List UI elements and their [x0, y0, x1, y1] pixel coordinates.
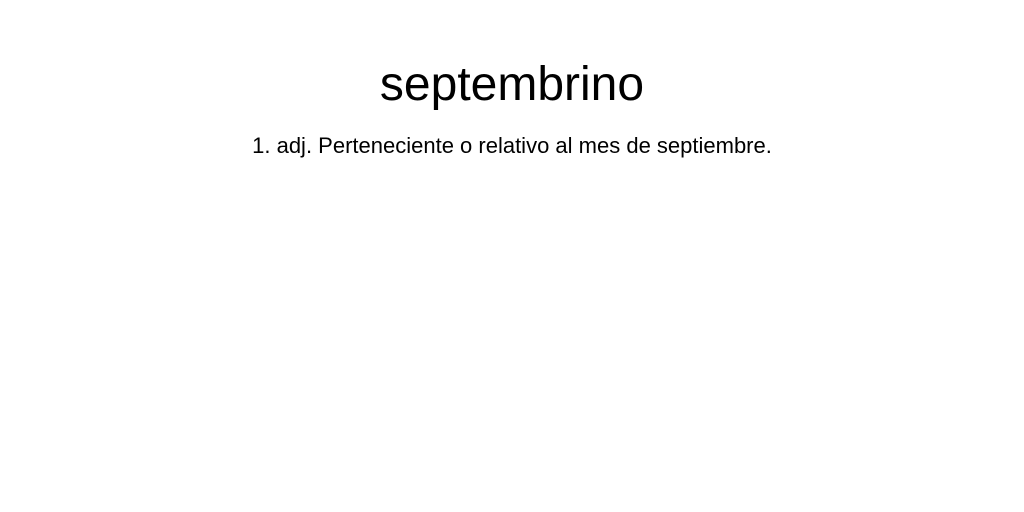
- definition: 1. adj. Perteneciente o relativo al mes de septiembre.: [252, 133, 772, 158]
- headword: septembrino: [379, 58, 645, 111]
